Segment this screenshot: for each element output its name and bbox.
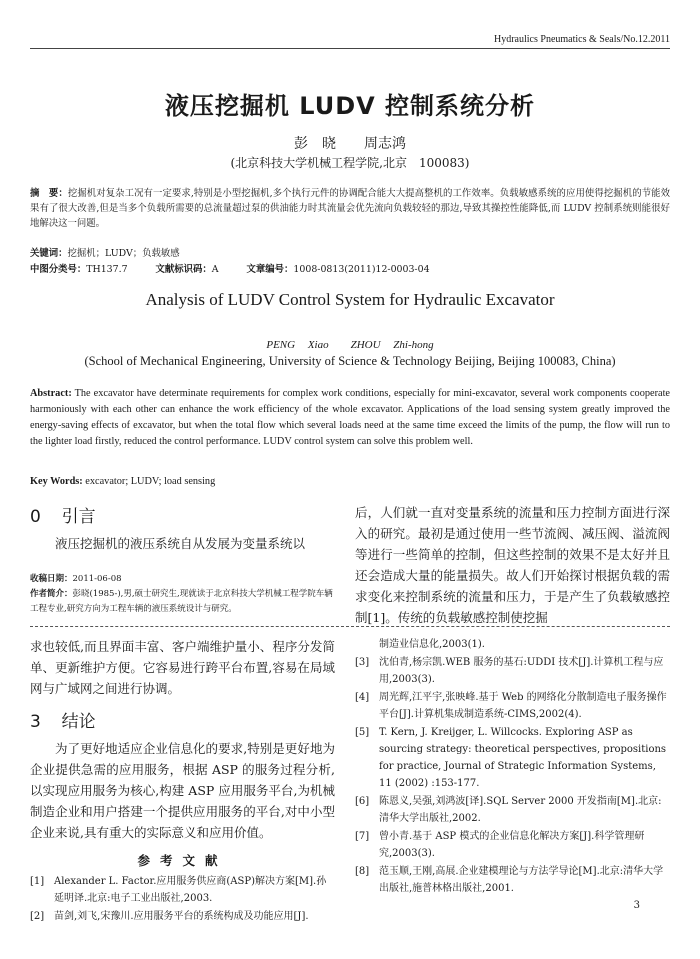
intro-continuation: 后，人们就一直对变量系统的流量和压力控制方面进行深入的研究。最初是通过使用一些节流阀、减压阀、溢流阀等进行一些简单的控制，但这些控制的效果不是太好并且还会造成大量的能量损失。故人们开始探讨根据负载的需求变化来控制系统的流量和压力，于是产生了负载敏感控制[1]。传统的负载敏感控制使挖掘 bbox=[355, 505, 670, 625]
english-title: Analysis of LUDV Control System for Hydraulic Excavator bbox=[145, 290, 555, 309]
article-no-label: 文章编号： bbox=[246, 264, 294, 275]
page-number: 3 bbox=[633, 900, 640, 911]
reference-text: 制造业信息化,2003(1). bbox=[379, 639, 485, 650]
authors: 彭 晓 周志鸿 bbox=[294, 136, 406, 152]
classification-line bbox=[30, 262, 670, 277]
section-0-heading bbox=[30, 502, 335, 527]
reference-text: 沈伯青,杨宗凯.WEB 服务的基石:UDDI 技术[J].计算机工程与应用,2003(3). bbox=[379, 657, 664, 685]
keywords-cn bbox=[30, 246, 670, 261]
keywords-en bbox=[30, 474, 670, 490]
reference-continuation bbox=[355, 636, 670, 653]
author-bio-label: 作者简介： bbox=[30, 589, 73, 599]
section-0 bbox=[30, 502, 335, 554]
reference-text: 陈恩义,吴强,刘鸿波[译].SQL Server 2000 开发指南[M].北京:清华大学出版社,2002. bbox=[379, 796, 662, 824]
english-authors: PENG Xiao ZHOU Zhi-hong bbox=[266, 339, 434, 351]
reference-number: [7] bbox=[355, 831, 370, 842]
page-section-divider bbox=[30, 626, 670, 627]
keywords-cn-label: 关键词： bbox=[30, 248, 68, 259]
reference-text: 周光辉,江平宇,张映峰.基于 Web 的网络化分散制造电子服务操作平台[J].计算机集成制造系统-CIMS,2002(4). bbox=[379, 692, 667, 720]
footnote bbox=[30, 572, 335, 617]
doc-code-label: 文献标识码： bbox=[155, 264, 212, 275]
abstract-cn-text: 挖掘机对复杂工况有一定要求,特别是小型挖掘机,多个执行元件的协调配合能大大提高整机的工作效率。负载敏感系统的应用使得挖掘机的节能效果有了很大改善,但是当多个负载所需要的总流量超过泵的供油能力时其流量会优先流向负载较轻的那边,导致其操控性能降低,而 LUDV 控制系统则能很好地解决这一问题。 bbox=[30, 188, 670, 229]
reference-item bbox=[30, 908, 335, 925]
reference-number: [3] bbox=[355, 657, 370, 668]
header-rule bbox=[30, 48, 670, 49]
received-label: 收稿日期： bbox=[30, 574, 73, 584]
reference-text: 范玉顺,王刚,高展.企业建模理论与方法学导论[M].北京:清华大学出版社,施普林格出版社,2001. bbox=[379, 866, 664, 894]
reference-item bbox=[355, 724, 670, 792]
references-right bbox=[355, 636, 670, 898]
paper-title: 液压挖掘机 LUDV 控制系统分析 bbox=[164, 92, 536, 120]
keywords-cn-text: 挖掘机；LUDV；负载敏感 bbox=[67, 248, 180, 259]
lower-left-paragraph: 求也较低,而且界面丰富、客户端维护量小、程序分发简单、更新维护方便。它容易进行跨平台布置,容易在局域网与广域网之间进行协调。 bbox=[30, 639, 335, 696]
reference-text: Alexander L. Factor.应用服务供应商(ASP)解决方案[M].孙延明译.北京:电子工业出版社,2003. bbox=[54, 876, 327, 904]
abstract-en-text: The excavator have determinate requirements for complex work conditions, especially for mini-excavator, several work components cooperate harmoniously with each other can enhance the work efficiency of the whole excavator. Applications of the load sensing system greatly improved the energy-saving effects of excavator, but when the total flow which several loads need at the same time exceed the limits of the pump, the flow will run to the lighter load firstly, reduced the control performance. LUDV control system can solve this problem well. bbox=[30, 388, 670, 447]
reference-item bbox=[355, 828, 670, 862]
abstract-cn bbox=[30, 186, 670, 231]
footnote-received bbox=[30, 572, 335, 587]
english-affiliation: (School of Mechanical Engineering, University of Science & Technology Beijing, Beijing 100083, China) bbox=[84, 354, 616, 368]
reference-item bbox=[355, 654, 670, 688]
article-no-value: 1008-0813(2011)12-0003-04 bbox=[293, 264, 430, 275]
reference-item bbox=[30, 873, 335, 907]
abstract-en bbox=[30, 386, 670, 450]
author-bio-text: 彭晓(1985-),男,硕士研究生,现就读于北京科技大学机械工程学院车辆工程专业,研究方向为工程车辆的液压系统设计与研究。 bbox=[30, 589, 333, 614]
reference-item bbox=[355, 863, 670, 897]
reference-item bbox=[355, 689, 670, 723]
reference-number: [1] bbox=[30, 876, 45, 887]
section-3-paragraph: 为了更好地适应企业信息化的要求,特别是更好地为企业提供急需的应用服务，根据 ASP 的服务过程分析,以实现应用服务为核心,构建 ASP 应用服务平台,为机械制造企业和用户搭建一个提供应用服务的平台,对中小型企业来说,具有重大的实际意义和应用价值。 bbox=[30, 741, 335, 840]
abstract-cn-label: 摘 要： bbox=[30, 188, 68, 199]
reference-item bbox=[355, 793, 670, 827]
section-0-paragraph: 液压挖掘机的液压系统自从发展为变量系统以 bbox=[55, 536, 306, 551]
reference-number: [4] bbox=[355, 692, 370, 703]
section-0-title: 引言 bbox=[61, 507, 96, 527]
clc-value: TH137.7 bbox=[86, 264, 128, 275]
received-date: 2011-06-08 bbox=[72, 574, 122, 584]
reference-number: [5] bbox=[355, 727, 370, 738]
reference-number: [8] bbox=[355, 866, 370, 877]
footnote-author bbox=[30, 587, 335, 617]
abstract-en-label: Abstract: bbox=[30, 388, 72, 399]
lower-left-column bbox=[30, 636, 335, 926]
affiliation: (北京科技大学机械工程学院,北京 100083) bbox=[230, 156, 470, 170]
keywords-en-label: Key Words: bbox=[30, 476, 83, 487]
section-3-number: 3 bbox=[30, 712, 41, 732]
reference-number: [2] bbox=[30, 911, 45, 922]
section-3-heading bbox=[30, 707, 335, 732]
clc-label: 中图分类号： bbox=[30, 264, 87, 275]
section-0-number: 0 bbox=[30, 507, 41, 527]
keywords-en-text: excavator; LUDV; load sensing bbox=[82, 476, 216, 487]
doc-code-value: A bbox=[211, 264, 219, 275]
section-3-title: 结论 bbox=[61, 712, 96, 732]
reference-text: 曾小青.基于 ASP 模式的企业信息化解决方案[J].科学管理研究,2003(3). bbox=[379, 831, 645, 859]
reference-text: 苗剑,刘飞,宋豫川.应用服务平台的系统构成及功能应用[J]. bbox=[54, 911, 309, 922]
journal-header: Hydraulics Pneumatics & Seals/No.12.2011 bbox=[494, 34, 670, 45]
references-heading: 参考文献 bbox=[137, 853, 228, 868]
reference-text: T. Kern, J. Kreijger, L. Willcocks. Exploring ASP as sourcing strategy: theoretical perspectives, propositions for practice, Journal of Strategic Information Systems, 11 (2002) :153-177. bbox=[379, 727, 667, 789]
reference-number: [6] bbox=[355, 796, 370, 807]
references-left bbox=[30, 873, 335, 925]
